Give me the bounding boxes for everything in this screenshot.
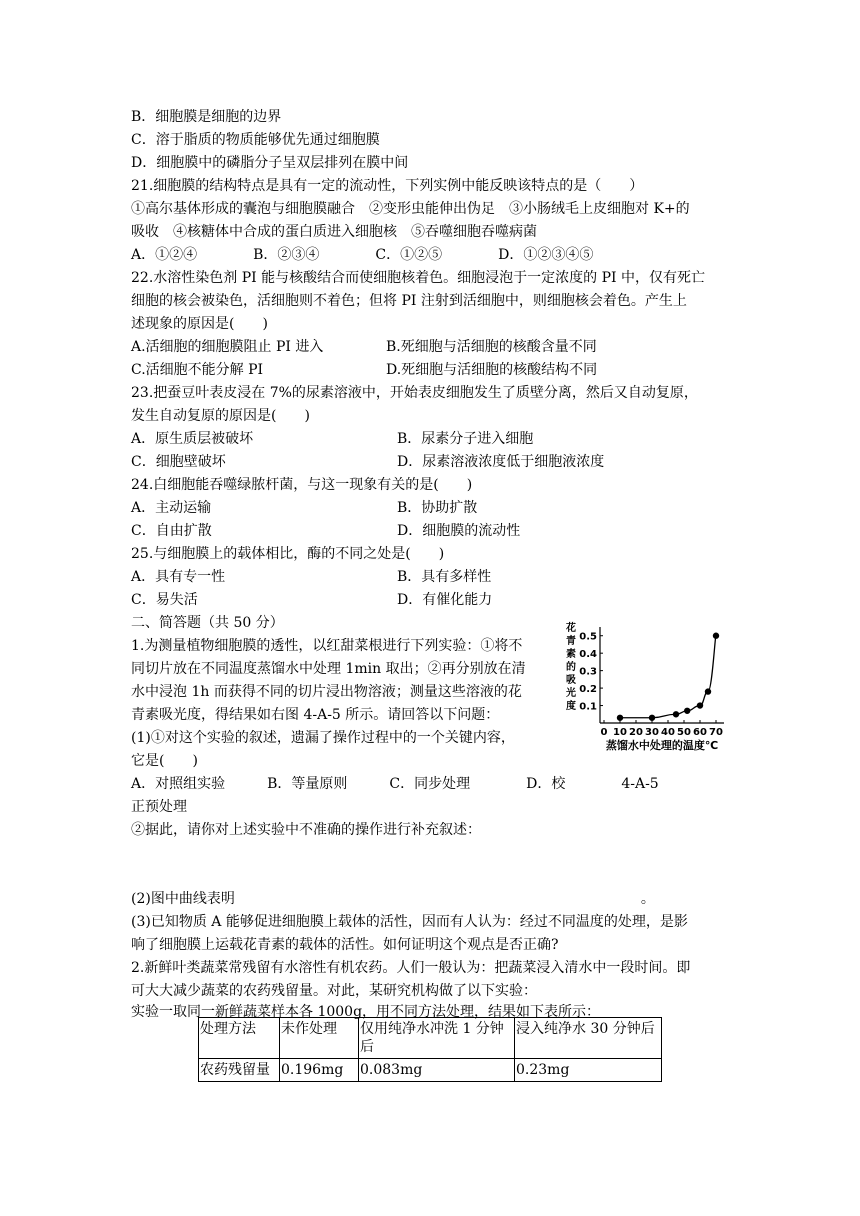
question-23-option-d: D．尿素溶液浓度低于细胞液浓度 xyxy=(397,454,605,470)
table-row xyxy=(199,1059,662,1082)
table-cell: 0.083mg xyxy=(359,1059,515,1082)
chart-x-tick-label: 10 xyxy=(613,727,627,738)
question-24-option-b: B．协助扩散 xyxy=(397,500,478,516)
essay-1-text: 水中浸泡 1h 而获得不同的切片浸出物溶液；测量这些溶液的花 xyxy=(131,684,522,700)
chart-ylabel xyxy=(565,621,576,712)
option-line: B．细胞膜是细胞的边界 xyxy=(131,109,282,125)
chart-ylabel-char: 度 xyxy=(566,701,576,712)
table-header-cell: 未作处理 xyxy=(280,1018,359,1059)
question-23-option-c: C．细胞壁破坏 xyxy=(131,454,226,470)
chart-y-tick-label: 0.4 xyxy=(579,649,597,661)
essay-1-text: 1.为测量植物细胞膜的透性，以红甜菜根进行下列实验：①将不 xyxy=(131,638,523,654)
chart-xlabel: 蒸馏水中处理的温度℃ xyxy=(605,739,719,752)
option-line: C．溶于脂质的物质能够优先通过细胞膜 xyxy=(131,132,380,148)
question-25-option-b: B．具有多样性 xyxy=(397,569,492,585)
essay-1-text: 同切片放在不同温度蒸馏水中处理 1min 取出；②再分别放在清 xyxy=(131,661,526,677)
table-header-cell: 浸入纯净水 30 分钟后 xyxy=(515,1018,662,1059)
chart-point xyxy=(697,702,703,708)
chart-point xyxy=(649,715,655,721)
essay-1-options: A．对照组实验 B．等量原则 C．同步处理 D．校 4-A-5 xyxy=(131,776,659,792)
essay-1-sub2: ②据此，请你对上述实验中不准确的操作进行补充叙述： xyxy=(131,822,481,838)
question-25-option-d: D．有催化能力 xyxy=(397,592,493,608)
question-22-stem: 述现象的原因是( ) xyxy=(131,316,268,332)
chart-ylabel-char: 的 xyxy=(566,662,576,673)
table-cell: 0.196mg xyxy=(280,1059,359,1082)
question-21-items: ①高尔基体形成的囊泡与细胞膜融合 ②变形虫能伸出伪足 ③小肠绒毛上皮细胞对 K+的 xyxy=(131,201,690,217)
question-21-items: 吸收 ④核糖体中合成的蛋白质进入细胞核 ⑤吞噬细胞吞噬病菌 xyxy=(131,224,537,240)
question-25-option-a: A．具有专一性 xyxy=(131,569,226,585)
question-22-option-a: A.活细胞的细胞膜阻止 PI 进入 xyxy=(131,339,324,355)
chart-x-tick-label: 0 xyxy=(600,727,608,738)
question-23-option-a: A．原生质层被破坏 xyxy=(131,431,254,447)
chart-point xyxy=(617,715,623,721)
essay-2-text: 2.新鲜叶类蔬菜常残留有水溶性有机农药。人们一般认为：把蔬菜浸入清水中一段时间。即 xyxy=(131,960,691,976)
question-23-stem: 23.把蚕豆叶表皮浸在 7%的尿素溶液中，开始表皮细胞发生了质壁分离，然后又自动复原， xyxy=(131,385,698,401)
chart-x-tick-label: 60 xyxy=(693,727,707,738)
section-heading: 二、简答题（共 50 分） xyxy=(131,615,284,631)
question-22-stem: 细胞的核会被染色，活细胞则不着色；但将 PI 注射到活细胞中，则细胞核会着色。产生上 xyxy=(131,293,687,309)
essay-1-options: 正预处理 xyxy=(131,799,187,815)
essay-1-part3: (3)已知物质 A 能够促进细胞膜上载体的活性，因而有人认为：经过不同温度的处理，是影 xyxy=(131,914,688,930)
chart-y-tick-label: 0.5 xyxy=(579,631,597,643)
chart-ylabel-char: 花 xyxy=(566,623,576,634)
table-cell: 农药残留量 xyxy=(199,1059,280,1082)
chart-points xyxy=(617,633,719,721)
question-22-option-d: D.死细胞与活细胞的核酸结构不同 xyxy=(386,362,598,378)
chart-point xyxy=(713,633,719,639)
essay-1-sub1: 它是( ) xyxy=(131,753,198,769)
chart-y-tick-label: 0.3 xyxy=(579,666,597,678)
chart-x-tick-label: 70 xyxy=(709,727,723,738)
table-header-cell: 处理方法 xyxy=(199,1018,280,1059)
table-header-cell: 仅用纯净水冲洗 1 分钟后 xyxy=(359,1018,515,1059)
question-23-stem: 发生自动复原的原因是( ) xyxy=(131,408,310,424)
question-24-stem: 24.白细胞能吞噬绿脓杆菌，与这一现象有关的是( ) xyxy=(131,477,473,493)
chart-point xyxy=(684,708,690,714)
chart-ylabel-char: 青 xyxy=(566,636,576,647)
option-line: D．细胞膜中的磷脂分子呈双层排列在膜中间 xyxy=(131,155,409,171)
essay-1-part3: 响了细胞膜上运载花青素的载体的活性。如何证明这个观点是否正确? xyxy=(131,937,559,953)
essay-2-text: 可大大减少蔬菜的农药残留量。对此，某研究机构做了以下实验： xyxy=(131,983,537,999)
chart-y-tick-label: 0.2 xyxy=(579,684,597,696)
chart-x-tick-label: 50 xyxy=(677,727,691,738)
question-21-options: A．①②④ B．②③④ C．①②⑤ D．①②③④⑤ xyxy=(131,247,594,263)
question-24-option-a: A．主动运输 xyxy=(131,500,212,516)
chart-x-tick-label: 20 xyxy=(629,727,643,738)
chart-ylabel-char: 素 xyxy=(566,649,576,660)
absorbance-chart xyxy=(560,615,740,760)
question-24-option-c: C．自由扩散 xyxy=(131,523,212,539)
chart-x-tick-label: 40 xyxy=(661,727,675,738)
question-24-option-d: D．细胞膜的流动性 xyxy=(397,523,521,539)
question-25-stem: 25.与细胞膜上的载体相比，酶的不同之处是( ) xyxy=(131,546,445,562)
question-23-option-b: B．尿素分子进入细胞 xyxy=(397,431,534,447)
chart-point xyxy=(705,688,711,694)
chart-point xyxy=(673,711,679,717)
chart-x-tick-label: 30 xyxy=(645,727,659,738)
question-22-option-b: B.死细胞与活细胞的核酸含量不同 xyxy=(386,339,597,355)
chart-ylabel-char: 吸 xyxy=(566,675,576,686)
question-22-option-c: C.活细胞不能分解 PI xyxy=(131,362,264,378)
essay-1-text: 青素吸光度，得结果如右图 4-A-5 所示。请回答以下问题： xyxy=(131,707,500,723)
table-header-row xyxy=(199,1018,662,1059)
chart-y-tick-label: 0.1 xyxy=(579,701,597,713)
question-21-stem: 21.细胞膜的结构特点是具有一定的流动性，下列实例中能反映该特点的是（ ） xyxy=(131,178,644,194)
question-22-stem: 22.水溶性染色剂 PI 能与核酸结合而使细胞核着色。细胞浸泡于一定浓度的 PI 中，仅有死亡 xyxy=(131,270,705,286)
chart-ylabel-char: 光 xyxy=(566,688,576,699)
table-cell: 0.23mg xyxy=(515,1059,662,1082)
essay-2-text: 实验一取同一新鲜蔬菜样本各 1000g，用不同方法处理，结果如下表所示： xyxy=(131,1004,601,1020)
essay-1-part2: (2)图中曲线表明 。 xyxy=(131,891,655,907)
essay-1-sub1: (1)①对这个实验的叙述，遗漏了操作过程中的一个关键内容， xyxy=(131,730,515,746)
question-25-option-c: C．易失活 xyxy=(131,592,198,608)
result-table xyxy=(198,1017,662,1082)
